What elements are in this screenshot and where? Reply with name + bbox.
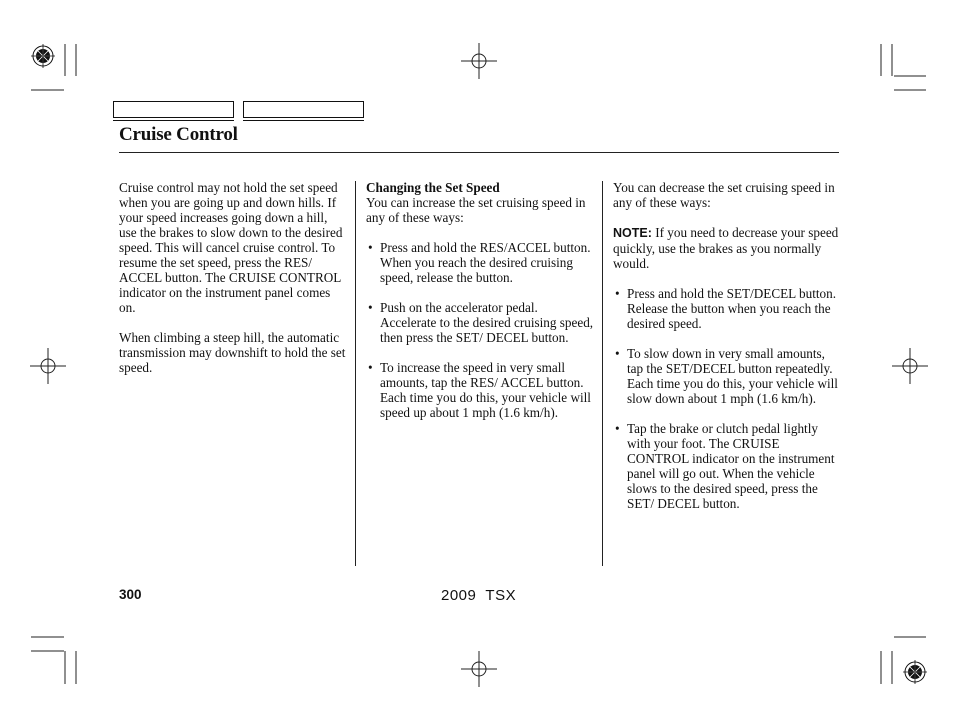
bullet-icon: • — [368, 240, 373, 255]
paragraph: You can increase the set cruising speed in any of these ways: — [366, 195, 586, 225]
list-item: • To increase the speed in very small amounts, tap the RES/ ACCEL button. Each time you do this, your vehicle will speed up about 1 mph (1.6 km/h). — [368, 360, 591, 420]
column-1 — [119, 180, 347, 375]
bullet-icon: • — [615, 346, 620, 361]
page-title: Cruise Control — [119, 124, 238, 145]
list-item: • To slow down in very small amounts, tap the SET/DECEL button repeatedly. Each time you do this, your vehicle will slow down about 1 mph (1.6 km/h). — [615, 346, 838, 406]
section-heading: Changing the Set Speed — [366, 180, 500, 195]
list-item: • Push on the accelerator pedal. Accelerate to the desired cruising speed, then press the SET/ DECEL button. — [368, 300, 594, 345]
paragraph: Cruise control may not hold the set speed when you are going up and down hills. If your speed increases going down a hill, use the brakes to slow down to the desired speed. This will cancel cruise control. To resume the set speed, press the RES/ ACCEL button. The CRUISE CONTROL indicator on the instrument panel comes on. — [119, 180, 343, 315]
crosshair-icon — [461, 651, 497, 687]
paragraph: You can decrease the set cruising speed in any of these ways: — [613, 180, 835, 210]
crosshair-icon — [30, 348, 66, 384]
column-3 — [613, 180, 839, 511]
page-number: 300 — [119, 587, 142, 602]
paragraph: When climbing a steep hill, the automatic transmission may downshift to hold the set speed. — [119, 330, 346, 375]
bullet-icon: • — [368, 300, 373, 315]
note-label: NOTE: — [613, 226, 652, 240]
header-tab-box — [113, 101, 234, 118]
crosshair-icon — [461, 43, 497, 79]
column-divider — [355, 181, 356, 566]
column-2 — [366, 180, 594, 420]
list-item: • Press and hold the RES/ACCEL button. When you reach the desired cruising speed, release the button. — [368, 240, 591, 285]
list-item: • Press and hold the SET/DECEL button. Release the button when you reach the desired speed. — [615, 286, 837, 331]
starburst-registration-icon — [903, 660, 927, 684]
note: NOTE: If you need to decrease your speed quickly, use the brakes as you normally would. — [613, 225, 839, 271]
header-tab-box — [243, 101, 364, 118]
footer-model: 2009 TSX — [441, 587, 517, 604]
bullet-icon: • — [368, 360, 373, 375]
bullet-icon: • — [615, 286, 620, 301]
column-divider — [602, 181, 603, 566]
crosshair-icon — [892, 348, 928, 384]
list-item: • Tap the brake or clutch pedal lightly with your foot. The CRUISE CONTROL indicator on the instrument panel will go out. When the vehicle slows to the desired speed, press the SET/ DECEL button. — [615, 421, 835, 511]
starburst-registration-icon — [31, 44, 55, 68]
bullet-icon: • — [615, 421, 620, 436]
title-rule — [119, 152, 839, 153]
